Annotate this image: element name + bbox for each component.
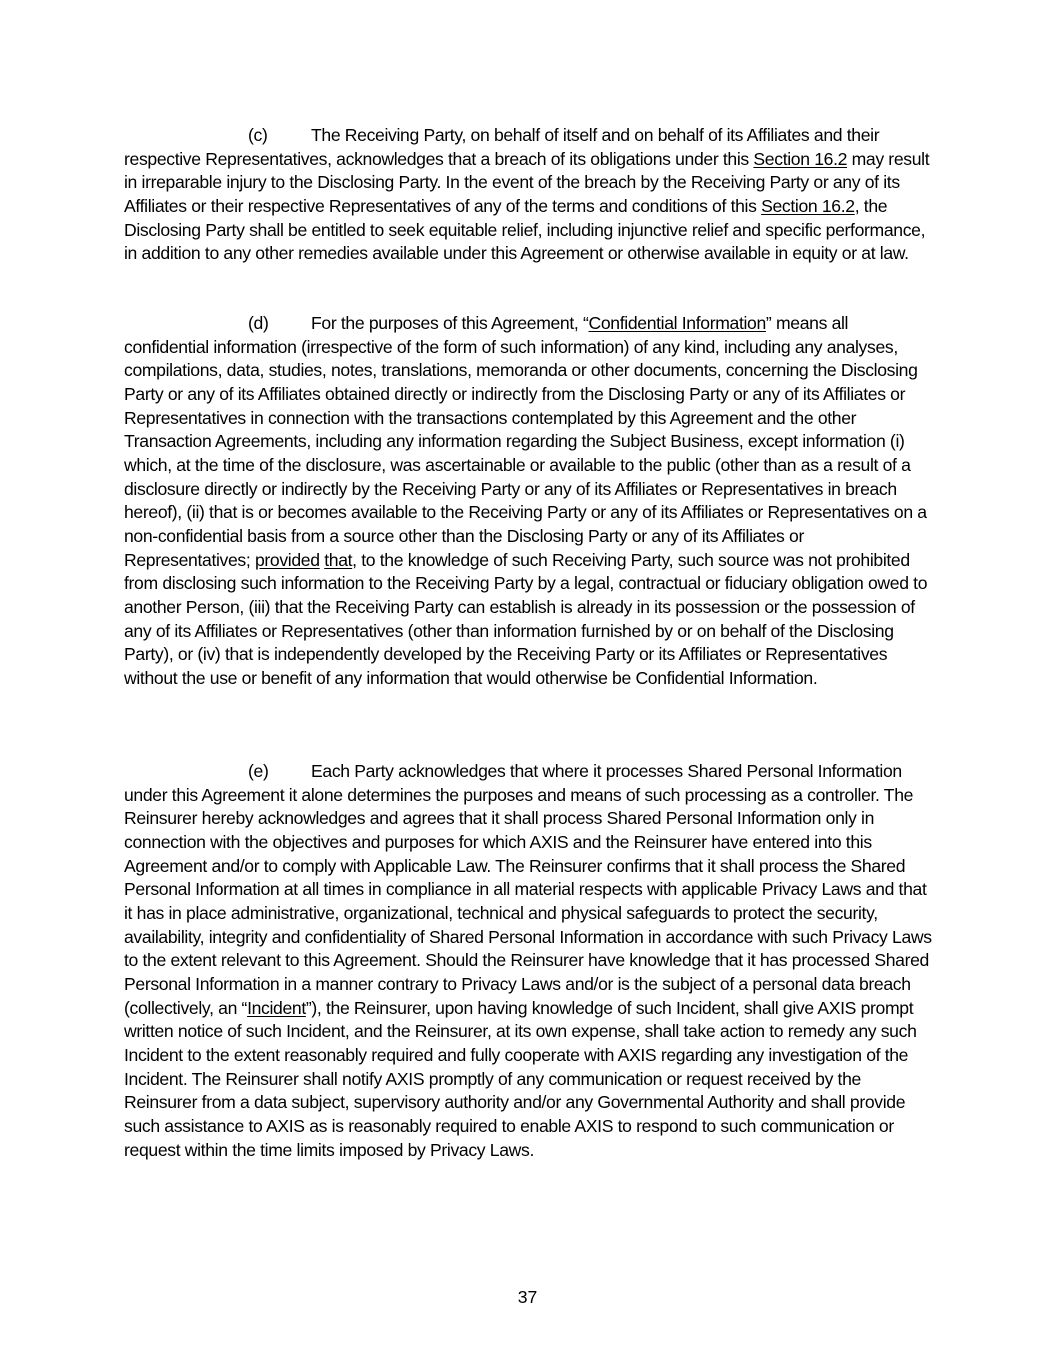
paragraph-text: , to the knowledge of such Receiving Party, such source was not prohibited from disclosing such information to the Receiving Party by a legal, contractual or fiduciary obligation owed to another Person, (iii) that the Receiving Party can establish is already in its possession or the possession of any of its Affiliates or Representatives (other than information furnished by or on behalf of the Disclosing Party), or (iv) that is independently developed by the Receiving Party or its Affiliates or Representatives without the use or benefit of any information that would otherwise be Confidential Information. bbox=[124, 549, 928, 688]
paragraph-text: ” means all confidential information (irrespective of the form of such information) of any kind, including any analyses, compilations, data, studies, notes, translations, memoranda or other documents, concerning the Disclosing Party or any of its Affiliates obtained directly or indirectly from the Disclosing Party or any of its Affiliates or Representatives in connection with the transactions contemplated by this Agreement and the other Transaction Agreements, including any information regarding the Subject Business, except information (i) which, at the time of the disclosure, was ascertainable or available to the public (other than as a result of a disclosure directly or indirectly by the Receiving Party or any of its Affiliates or Representatives in breach hereof), (ii) that is or becomes available to the Receiving Party or any of its Affiliates or Representatives on a non-confidential basis from a source other than the Disclosing Party or any of its Affiliates or Representatives; bbox=[124, 313, 927, 570]
emphasis-that: that bbox=[324, 549, 353, 570]
paragraph-text: , the Disclosing Party shall be entitled to seek equitable relief, including injunctive relief and specific performance, in addition to any other remedies available under this Agreement or otherwise available in equity or at law. bbox=[124, 195, 926, 264]
section-reference: Section 16.2 bbox=[753, 148, 848, 169]
paragraph-text: The Receiving Party, on behalf of itself and on behalf of its Affiliates and their respective Representatives, acknowledges that a breach of its obligations under this bbox=[124, 125, 880, 169]
emphasis-provided: provided bbox=[254, 549, 320, 570]
section-reference: Section 16.2 bbox=[761, 195, 855, 216]
paragraph-text: Each Party acknowledges that where it processes Shared Personal Information under this Agreement it alone determines the purposes and means of such processing as a controller. The Reinsurer hereby acknowledges and agrees that it shall process Shared Personal Information only in connection with the objectives and purposes for which AXIS and the Reinsurer have entered into this Agreement and/or to comply with Applicable Law. The Reinsurer confirms that it shall process the Shared Personal Information at all times in compliance in all material respects with applicable Privacy Laws and that it has in place administrative, organizational, technical and physical safeguards to protect the security, availability, integrity and confidentiality of Shared Personal Information in accordance with such Privacy Laws to the extent relevant to this Agreement. Should the Reinsurer have knowledge that it has processed Shared Personal Information in a manner contrary to Privacy Laws and/or is the subject of a personal data breach (collectively, an “ bbox=[124, 761, 932, 1018]
paragraph-label: (e) bbox=[248, 761, 269, 781]
paragraph-text: ”), the Reinsurer, upon having knowledge of such Incident, shall give AXIS prompt written notice of such Incident, and the Reinsurer, at its own expense, shall take action to remedy any such Incident to the extent reasonably required and fully cooperate with AXIS regarding any investigation of the Incident. The Reinsurer shall notify AXIS promptly of any communication or request received by the Reinsurer from a data subject, supervisory authority and/or any Governmental Authority and shall provide such assistance to AXIS as is reasonably required to enable AXIS to respond to such communication or request within the time limits imposed by Privacy Laws. bbox=[124, 997, 917, 1160]
paragraph-label: (d) bbox=[248, 313, 269, 333]
page-number: 37 bbox=[517, 1287, 538, 1307]
paragraph-d bbox=[124, 312, 934, 691]
paragraph-text: may result in irreparable injury to the Disclosing Party. In the event of the breach by the Receiving Party or any of its Affiliates or their respective Representatives of any of the terms and conditions of this bbox=[124, 148, 930, 216]
paragraph-label: (c) bbox=[248, 125, 268, 145]
defined-term: Confidential Information bbox=[588, 313, 766, 333]
paragraph-e bbox=[124, 760, 934, 1162]
defined-term: Incident bbox=[247, 997, 306, 1018]
paragraph-text: For the purposes of this Agreement, “ bbox=[311, 313, 589, 333]
paragraph-c bbox=[124, 124, 934, 266]
